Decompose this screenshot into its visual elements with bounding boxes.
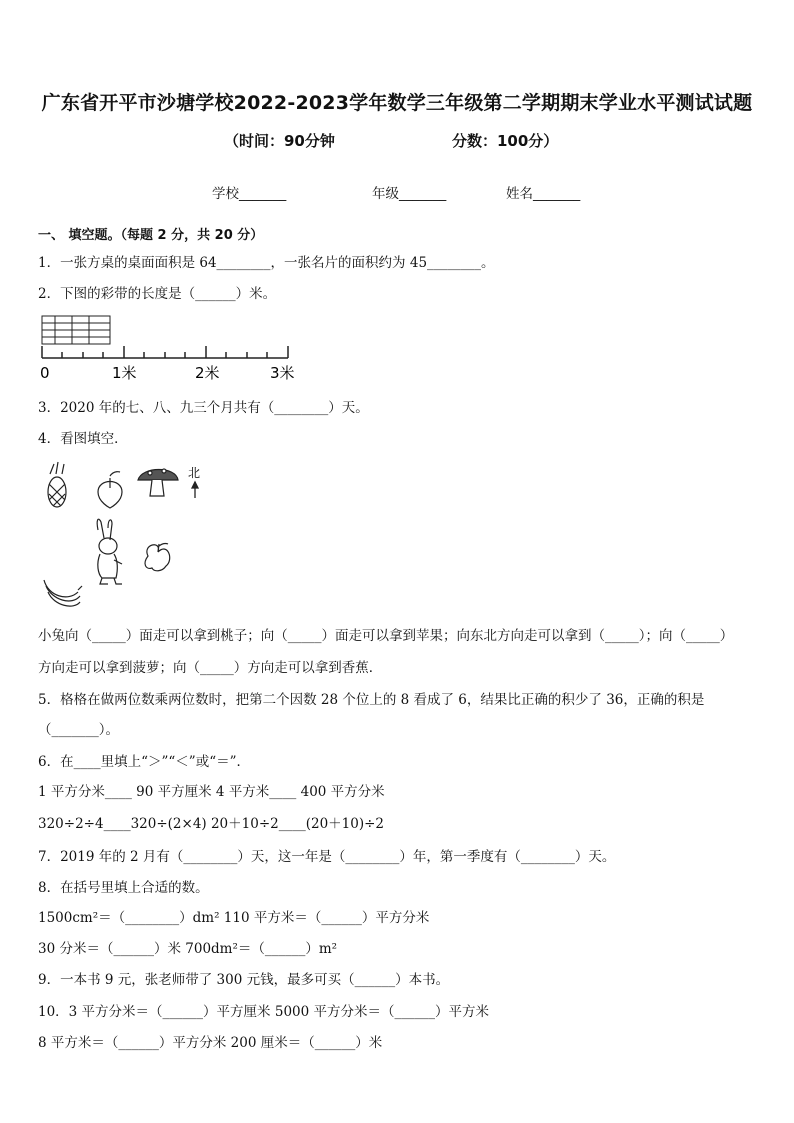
ribbon-shape <box>42 316 110 344</box>
name-field[interactable]: 姓名_______ <box>506 186 581 202</box>
ruler-scale <box>42 346 288 358</box>
question-2: 2．下图的彩带的长度是（______）米。 <box>38 286 277 302</box>
question-3: 3．2020 年的七、八、九三个月共有（________）天。 <box>38 400 369 416</box>
north-arrow-icon <box>192 482 198 498</box>
question-8: 8．在括号里填上合适的数。 <box>38 880 209 896</box>
exam-time: （时间：90分钟 <box>224 132 335 150</box>
question-9: 9．一本书 9 元，张老师带了 300 元钱，最多可买（______）本书。 <box>38 972 450 988</box>
question-10-row-b: 8 平方米＝（______）平方分米 200 厘米＝（______）米 <box>38 1035 383 1051</box>
question-8-row-a: 1500cm²＝（________）dm² 110 平方米＝（______）平方分米 <box>38 910 430 926</box>
question-4: 4．看图填空． <box>38 431 128 447</box>
question-6-row-b: 320÷2÷4____320÷(2×4) 20＋10÷2____(20＋10)÷2 <box>38 816 385 832</box>
question-4-line-1: 小兔向（_____）面走可以拿到桃子；向（_____）面走可以拿到苹果；向东北方向走可以拿到（_____）；向（_____） <box>38 628 734 644</box>
question-4-line-2: 方向走可以拿到菠萝；向（_____）方向走可以拿到香蕉． <box>38 660 383 676</box>
question-8-row-b: 30 分米＝（______）米 700dm²＝（______）m² <box>38 941 338 957</box>
ruler-label-2: 2米 <box>195 364 220 382</box>
banana-icon <box>44 580 82 606</box>
ruler-label-1: 1米 <box>112 364 137 382</box>
question-5-line-1: 5．格格在做两位数乘两位数时，把第二个因数 28 个位上的 8 看成了 6，结果比正确的积少了 36，正确的积是 <box>38 692 705 708</box>
question-6: 6．在____里填上“＞”“＜”或“＝”． <box>38 754 250 770</box>
exam-score: 分数：100分） <box>452 132 559 150</box>
pineapple-icon <box>48 462 66 507</box>
school-field[interactable]: 学校_______ <box>212 186 287 202</box>
page-title: 广东省开平市沙塘学校2022-2023学年数学三年级第二学期期末学业水平测试试题 <box>41 92 753 114</box>
grade-field[interactable]: 年级_______ <box>372 186 447 202</box>
question-5-line-2: （_______）。 <box>38 722 119 738</box>
question-6-row-a: 1 平方分米____ 90 平方厘米 4 平方米____ 400 平方分米 <box>38 784 385 800</box>
peach-icon <box>98 472 122 508</box>
north-label: 北 <box>188 466 201 480</box>
mushroom-icon <box>138 469 178 496</box>
section-title: 一、 填空题。（每题 2 分，共 20 分） <box>38 228 264 243</box>
direction-picture <box>38 460 238 610</box>
question-7: 7．2019 年的 2 月有（________）天，这一年是（________）年，第一季度有（________）天。 <box>38 849 616 865</box>
apple-icon <box>145 544 170 571</box>
rabbit-icon <box>97 519 122 584</box>
ribbon-ruler-figure <box>38 312 308 382</box>
ruler-label-3: 3米 <box>270 364 295 382</box>
ruler-label-0: 0 <box>40 364 50 382</box>
question-1: 1．一张方桌的桌面面积是 64________，一张名片的面积约为 45________。 <box>38 255 495 271</box>
question-10-row-a: 10．3 平方分米＝（______）平方厘米 5000 平方分米＝（______）平方米 <box>38 1004 489 1020</box>
